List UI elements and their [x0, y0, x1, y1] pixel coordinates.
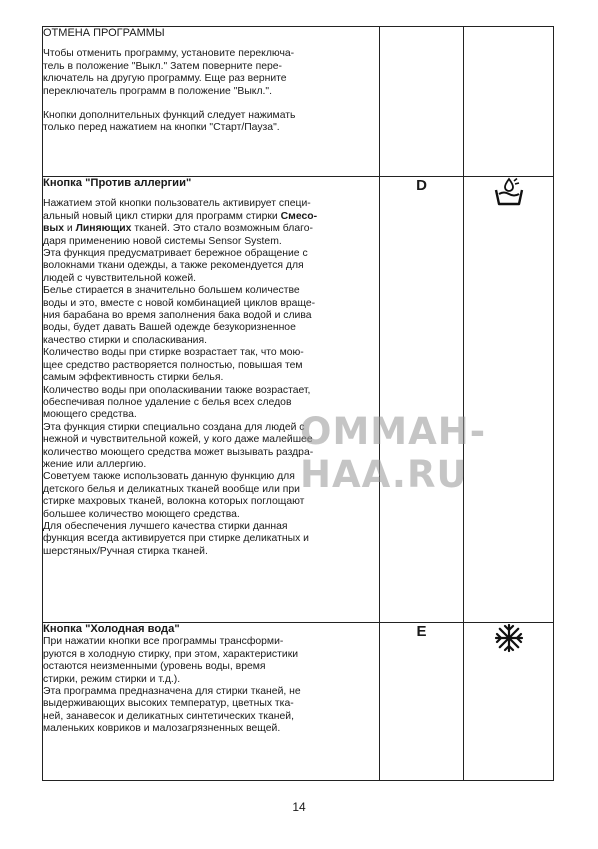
allergy-p1-text-a: Нажатием этой кнопки пользователь активирует специ- альный новый цикл стирки для программ стирки — [43, 198, 311, 222]
cancel-icon-cell — [464, 27, 554, 177]
cold-paragraph-1: При нажатии кнопки все программы трансформи- руются в холодную стирку, при этом, характеристики остаются неизменными (уровень воды, время стирки, режим стирки и т.д.). — [43, 636, 299, 685]
cold-icon-cell — [464, 623, 554, 781]
row-cold-water — [43, 623, 554, 781]
cancel-paragraph-1: Чтобы отменить программу, установите переключа- тель в положение "Выкл." Затем поверните пере- ключатель на другую программу. Еще раз верните переключатель программ в положение "Выкл.". — [43, 48, 295, 97]
cold-text-cell — [43, 623, 380, 781]
allergy-paragraph-7: Советуем также использовать данную функцию для детского белья и деликатных тканей вообще или при стирке махровых тканей, волокна которых поглощают большее количество моющего средства. — [43, 471, 305, 520]
cold-title: Кнопка "Холодная вода" — [43, 623, 180, 635]
snowflake-icon — [494, 623, 524, 653]
features-table — [42, 26, 554, 781]
allergy-paragraph-2: Эта функция предусматривает бережное обращение с волокнами ткани одежды, а также рекомендуется для людей с чувствительной кожей. — [43, 248, 308, 284]
cancel-text-cell — [43, 27, 380, 177]
row-allergy — [43, 177, 554, 623]
cancel-letter-cell — [380, 27, 464, 177]
allergy-p1-bold-mixed: Смесо- вых — [43, 210, 318, 235]
allergy-paragraph-4: Количество воды при стирке возрастает так, что мою- щее средство растворяется полностью, повышая тем самым эффективность стирки белья. — [43, 347, 304, 384]
row-cancel-program — [43, 27, 554, 177]
cold-paragraph-2: Эта программа предназначена для стирки тканей, не выдерживающих высоких температур, цветных тка- ней, занавесок и деликатных синтетических тканей, маленьких ковриков и малозагрязненных вещей. — [43, 686, 301, 735]
allergy-paragraph-8: Для обеспечения лучшего качества стирки данная функция всегда активируется при стирке деликатных и шерстяных/Ручная стирка тканей. — [43, 520, 309, 557]
allergy-letter: D — [380, 177, 464, 623]
allergy-paragraph-6: Эта функция стирки специально создана для людей с нежной и чувствительной кожей, у кого даже малейшее количество моющего средства может вызывать раздра- жение или аллергию. — [43, 421, 314, 470]
watermark: OMMAH-HAA.RU — [300, 410, 487, 496]
allergy-paragraph-5: Количество воды при ополаскивании также возрастает, обеспечивая полное удаление с белья всех следов моющего средства. — [43, 384, 311, 421]
allergy-title: Кнопка "Против аллергии" — [43, 177, 192, 189]
allergy-p1-bold-fading: Линяющих — [75, 223, 132, 235]
cancel-paragraph-2: Кнопки дополнительных функций следует нажимать только перед нажатием на кнопки "Старт/Пауза". — [43, 110, 296, 134]
allergy-icon-cell — [464, 177, 554, 623]
allergy-wash-tub-icon — [493, 177, 525, 207]
allergy-text-cell — [43, 177, 380, 623]
cold-letter: E — [380, 623, 464, 781]
allergy-p1-text-d: тканей. Это стало возможным благо- даря применению новой системы Sensor System. — [43, 223, 313, 247]
cancel-title: ОТМЕНА ПРОГРАММЫ — [43, 27, 165, 39]
allergy-p1-text-and: и — [64, 223, 76, 235]
allergy-paragraph-3: Белье стирается в значительно большем количестве воды и это, вместе с новой комбинацией циклов враще- ния барабана во время заполнения бака водой и слива воды, будет давать Вашей одежде безукоризненное качество стирки и споласкивания. — [43, 285, 316, 346]
allergy-paragraph-1 — [43, 198, 379, 248]
page-number: 14 — [292, 800, 306, 814]
